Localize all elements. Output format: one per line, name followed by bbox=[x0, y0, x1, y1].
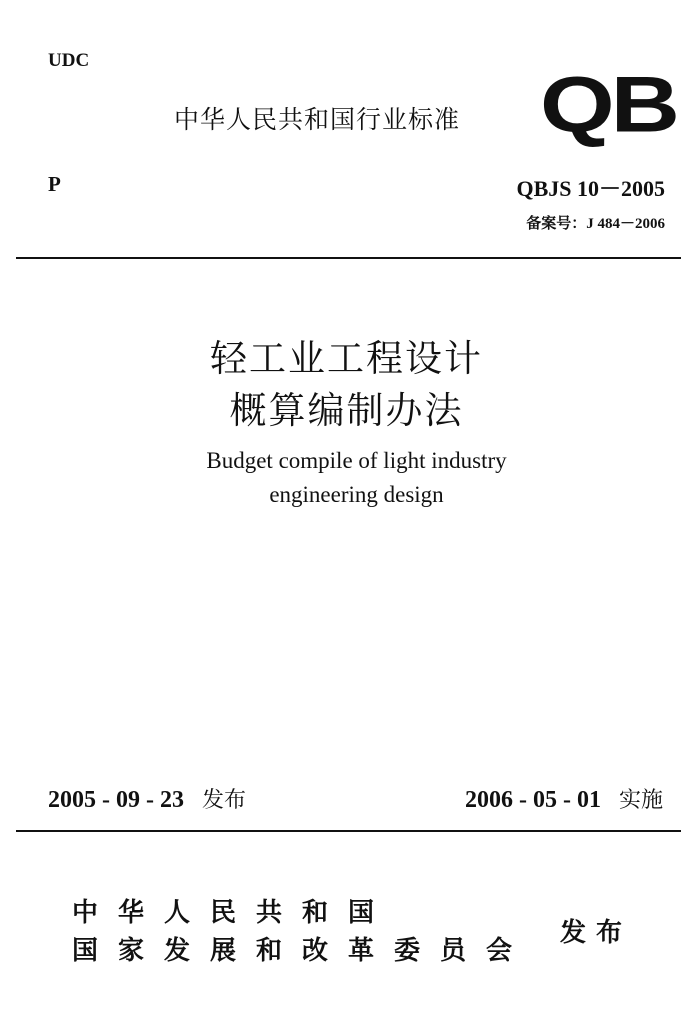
release-label: 发布 bbox=[201, 788, 246, 813]
udc-label: UDC bbox=[48, 50, 90, 71]
effective-label: 实施 bbox=[618, 788, 663, 813]
effective-date: 2006 - 05 - 01 bbox=[465, 787, 601, 813]
standard-title: 中华人民共和国行业标准 bbox=[174, 105, 461, 134]
release-date-block bbox=[48, 783, 246, 814]
title-en-line1: Budget compile of light industry bbox=[206, 448, 507, 473]
filing-number: 备案号：J 484－2006 bbox=[526, 216, 665, 232]
bottom-divider bbox=[16, 830, 681, 832]
qb-logo: QB bbox=[540, 61, 676, 149]
title-cn-line2: 概算编制办法 bbox=[229, 389, 464, 432]
top-divider bbox=[16, 257, 681, 259]
publish-label: 发布 bbox=[560, 918, 633, 948]
issuer-line1: 中华人民共和国 bbox=[72, 898, 395, 928]
category-code: P bbox=[48, 172, 61, 196]
release-date: 2005 - 09 - 23 bbox=[48, 787, 184, 813]
title-en-line2: engineering design bbox=[269, 482, 444, 507]
title-cn-line1: 轻工业工程设计 bbox=[210, 337, 483, 380]
standard-number: QBJS 10－2005 bbox=[516, 176, 665, 201]
issuer-line2: 国家发展和改革委员会 bbox=[72, 936, 533, 966]
effective-date-block bbox=[465, 783, 663, 814]
